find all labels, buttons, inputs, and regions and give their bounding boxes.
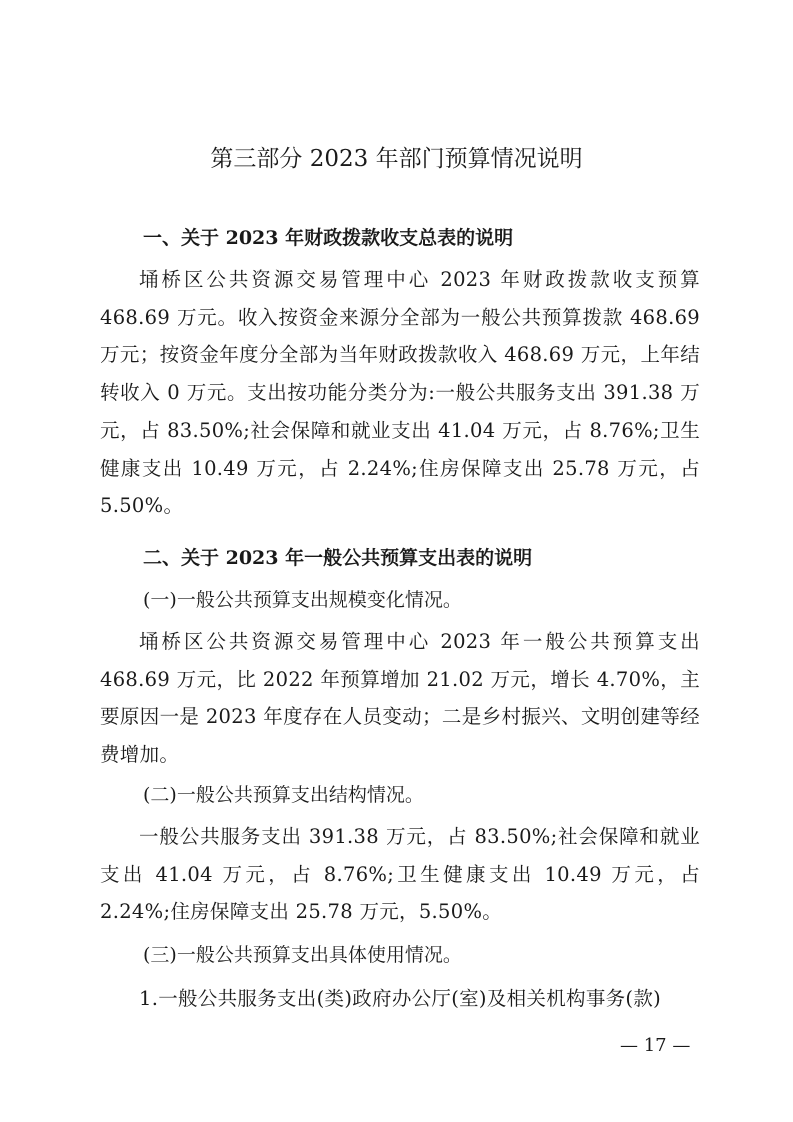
page-number: — 17 — — [620, 1035, 691, 1056]
section-1-heading: 一、关于 2023 年财政拨款收支总表的说明 — [143, 227, 514, 249]
item-1-text: 1.一般公共服务支出(类)政府办公厅(室)及相关机构事务(款) — [139, 987, 662, 1010]
section-2-heading: 二、关于 2023 年一般公共预算支出表的说明 — [143, 547, 533, 569]
section-1-paragraph: 埇桥区公共资源交易管理中心 2023 年财政拨款收支预算 468.69 万元。收入按资金来源分全部为一般公共预算拨款 468.69 万元；按资金年度分全部为当年财政拨款收入 468.69 万元，上年结转收入 0 万元。支出按功能分类分为:一般公共服务支出 391.38 万元，占 83.50%;社会保障和就业支出 41.04 万元，占 8.76%;卫生健康支出 10.49 万元，占 2.24%;住房保障支出 25.78 万元，占 5.50%。 — [100, 268, 700, 518]
subsection-2-paragraph: 一般公共服务支出 391.38 万元，占 83.50%;社会保障和就业支出 41.04 万元，占 8.76%;卫生健康支出 10.49 万元，占 2.24%;住房保障支出 25.78 万元，5.50%。 — [100, 825, 700, 924]
page-title: 第三部分 2023 年部门预算情况说明 — [210, 146, 583, 172]
subsection-1-paragraph: 埇桥区公共资源交易管理中心 2023 年一般公共预算支出 468.69 万元，比 2022 年预算增加 21.02 万元，增长 4.70%，主要原因一是 2023 年度存在人员变动；二是乡村振兴、文明创建等经费增加。 — [100, 630, 700, 767]
subsection-3-heading: (三)一般公共预算支出具体使用情况。 — [143, 944, 462, 966]
subsection-2-heading: (二)一般公共预算支出结构情况。 — [143, 784, 424, 806]
subsection-1-heading: (一)一般公共预算支出规模变化情况。 — [143, 589, 462, 611]
